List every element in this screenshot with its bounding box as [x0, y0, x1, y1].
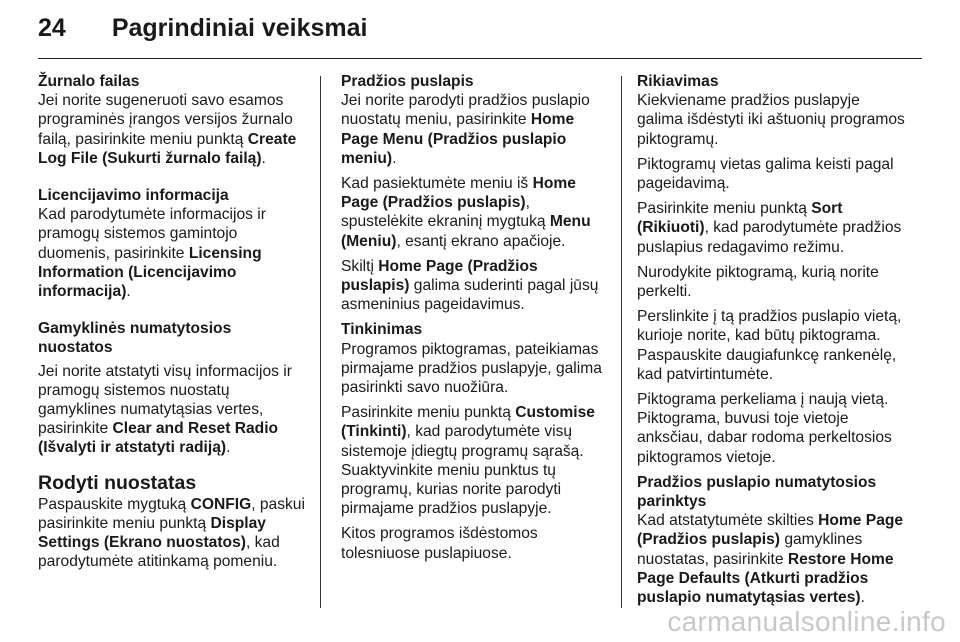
menu-item-ref: Licensing Information (Licencijavimo informacija): [38, 244, 262, 301]
section-heading: Tinkinimas: [341, 321, 423, 339]
section-home-page-defaults: [637, 473, 905, 607]
menu-item-ref: Create Log File (Sukurti žurnalo failą): [38, 130, 297, 167]
page-header: [38, 14, 367, 54]
text: Kad atstatytumėte skilties: [637, 512, 819, 530]
paragraph: Perslinkite į tą pradžios puslapio vietą, kurioje norite, kad būtų piktograma. Paspauskite daugiafunkcę rankenėlę, kad patvirtintumėte.: [637, 308, 902, 383]
menu-item-ref: Clear and Reset Radio (Išvalyti ir atstatyti radiją): [38, 420, 279, 457]
text: .: [126, 283, 131, 301]
text: , spustelėkite ekraninį mygtuką: [341, 194, 550, 231]
text: , esantį ekrano apačioje.: [396, 232, 566, 250]
text: Jei norite atstatyti visų informacijos ir pramogų sistemos nuostatų gamyklines numatytąsias vertes, pasirinkite: [38, 362, 292, 438]
text: Kad parodytumėte informacijos ir pramogų sistemos gamintojo duomenis, pasirinkite: [38, 206, 266, 262]
text: Paspauskite mygtuką: [38, 495, 191, 513]
text: .: [860, 589, 865, 607]
paragraph: Piktogramų vietas galima keisti pagal pageidavimą.: [637, 155, 894, 193]
section-text: [38, 91, 306, 168]
text: Jei norite parodyti pradžios puslapio nuostatų meniu, pasirinkite: [341, 92, 590, 129]
text: Pasirinkite meniu punktą: [341, 404, 516, 422]
text: gamyklines nuostatas, pasirinkite: [637, 531, 863, 568]
text: , kad parodytumėte atitinkamą pomeniu.: [38, 534, 280, 571]
section-heading: Gamyklinės numatytosios nuostatos: [38, 320, 232, 357]
text: Pasirinkite meniu punktą: [637, 200, 812, 218]
menu-item-ref: Display Settings (Ekrano nuostatos): [38, 514, 266, 552]
text: Skiltį: [341, 257, 379, 275]
menu-item-ref: Home Page (Pradžios puslapis): [637, 512, 904, 549]
page-number: 24: [38, 14, 66, 42]
section-heading: Licencijavimo informacija: [38, 187, 229, 205]
paragraph: [341, 403, 607, 518]
text: .: [226, 439, 231, 457]
section-factory-defaults: [38, 319, 306, 457]
paragraph: [341, 91, 607, 168]
section-text: [38, 495, 306, 572]
text: , kad parodytumėte visų sistemoje įdiegtų programų sąrašą. Suaktyvinkite meniu punktus tų programų, kurias norite parodyti pirmajame pradžios puslapyje.: [341, 423, 584, 518]
section-text: [38, 362, 306, 458]
text: .: [261, 149, 266, 167]
section-text: [637, 511, 905, 607]
section-home-page: [341, 72, 607, 314]
menu-item-ref: Customise (Tinkinti): [341, 404, 595, 441]
text: Jei norite sugeneruoti savo esamos programinės įrangos versijos žurnalo failą, pasirinkite meniu punktą: [38, 92, 293, 148]
paragraph: Piktograma perkeliama į naują vietą. Piktograma, buvusi toje vietoje anksčiau, dabar rodoma perkeltosios piktogramos vietoje.: [637, 391, 892, 466]
paragraph: [341, 257, 607, 315]
section-display-settings: [38, 472, 306, 572]
menu-item-ref: Home Page (Pradžios puslapis): [341, 175, 576, 212]
section-sort: [637, 72, 905, 467]
paragraph: Kiekviename pradžios puslapyje galima išdėstyti iki aštuonių programos piktogramų.: [637, 92, 905, 148]
section-licensing: [38, 186, 306, 301]
column-3: [637, 72, 905, 625]
section-customise: [341, 320, 607, 562]
text: Kad pasiektumėte meniu iš: [341, 175, 533, 193]
section-heading: Pradžios puslapis: [341, 73, 474, 90]
text: , paskui pasirinkite meniu punktą: [38, 495, 305, 532]
button-ref: Menu (Meniu): [341, 213, 591, 250]
paragraph: Kitos programos išdėstomos tolesniuose puslapiuose.: [341, 525, 538, 562]
section-heading: Rikiavimas: [637, 73, 719, 90]
paragraph: [637, 199, 905, 257]
section-heading: Žurnalo failas: [38, 73, 140, 90]
watermark: carmanualsonline.info: [667, 606, 946, 637]
page-title: Pagrindiniai veiksmai: [111, 14, 368, 42]
column-2: [341, 72, 607, 569]
paragraph: [341, 174, 607, 251]
menu-item-ref: Restore Home Page Defaults (Atkurti pradžios puslapio numatytąsias vertes): [637, 550, 894, 607]
section-log-file: [38, 72, 306, 168]
column-divider-2: [621, 76, 622, 608]
header-rule: [38, 58, 922, 59]
button-ref: CONFIG: [190, 495, 252, 513]
section-title: Rodyti nuostatas: [38, 471, 197, 494]
paragraph: Nurodykite piktogramą, kurią norite perkelti.: [637, 263, 879, 301]
column-divider-1: [320, 76, 321, 608]
menu-item-ref: Home Page (Pradžios puslapis): [341, 257, 538, 295]
menu-item-ref: Home Page Menu (Pradžios puslapio meniu): [341, 111, 575, 167]
text: .: [392, 149, 397, 167]
section-text: [38, 205, 306, 301]
text: galima suderinti pagal jūsų asmeninius pageidavimus.: [341, 277, 599, 314]
menu-item-ref: Sort (Rikiuoti): [637, 200, 843, 237]
text: , kad parodytumėte pradžios puslapius redagavimo režimu.: [637, 219, 902, 256]
paragraph: Programos piktogramas, pateikiamas pirmajame pradžios puslapyje, galima pasirinkti savo nuožiūra.: [341, 340, 602, 397]
section-heading: Pradžios puslapio numatytosios parinktys: [637, 473, 877, 511]
column-1: [38, 72, 306, 589]
